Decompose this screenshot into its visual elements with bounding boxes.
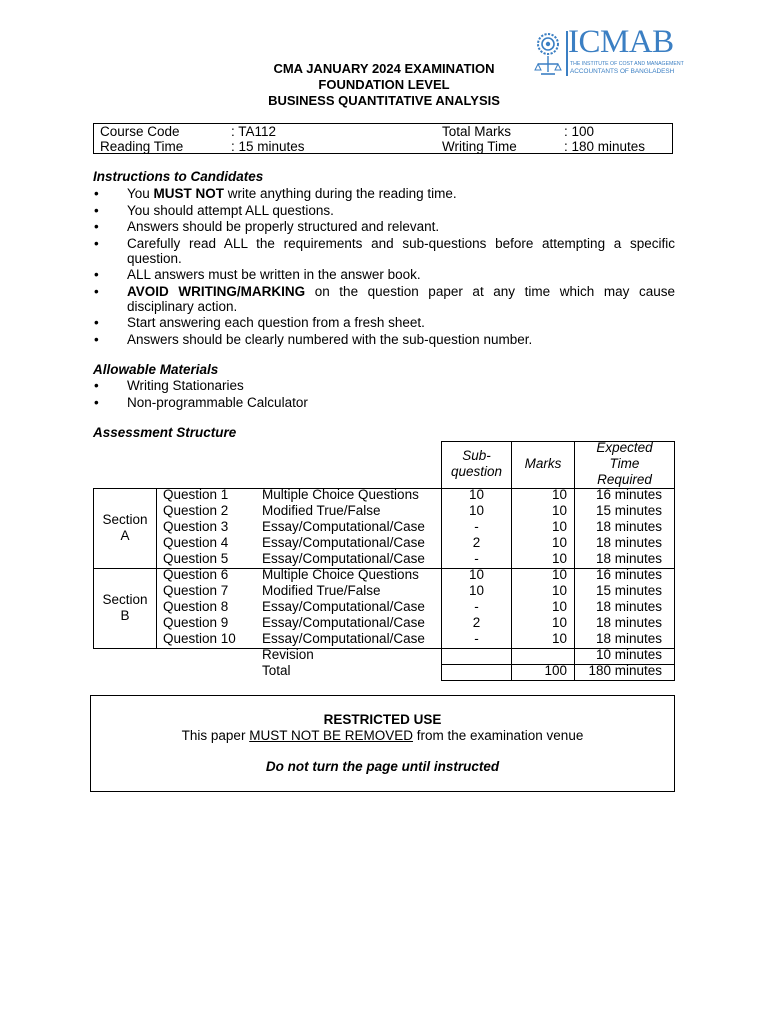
logo-subtitle-2: ACCOUNTANTS OF BANGLADESH <box>570 68 675 75</box>
question-time: 15 minutes <box>595 583 662 598</box>
reading-time-value: : 15 minutes <box>231 139 305 154</box>
assessment-table <box>93 441 675 681</box>
reading-time-label: Reading Time <box>100 139 184 154</box>
question-marks: 10 <box>551 615 567 630</box>
exam-level: FOUNDATION LEVEL <box>318 77 450 92</box>
total-time: 180 minutes <box>588 663 662 678</box>
question-number: Question 1 <box>163 487 229 502</box>
subquestion-count: 2 <box>472 535 481 550</box>
question-type: Modified True/False <box>262 583 381 598</box>
writing-time-label: Writing Time <box>442 139 517 154</box>
question-number: Question 4 <box>163 535 229 550</box>
course-code-label: Course Code <box>100 124 180 139</box>
exam-title: CMA JANUARY 2024 EXAMINATION <box>273 61 495 76</box>
question-type: Essay/Computational/Case <box>262 519 425 534</box>
instructions-list <box>93 186 675 348</box>
instruction-item: • Start answering each question from a fresh sheet. <box>93 315 675 330</box>
course-code-value: : TA112 <box>231 124 277 139</box>
instruction-item: • AVOID WRITING/MARKING on the question paper at any time which may cause disciplinary action. <box>93 284 675 314</box>
restricted-title: RESTRICTED USE <box>323 712 442 727</box>
col-header-subquestion: Sub- question <box>450 448 503 479</box>
logo-wordmark: ICMAB <box>568 24 674 60</box>
total-marks: 100 <box>544 663 567 678</box>
question-type: Multiple Choice Questions <box>262 487 419 502</box>
instruction-item: • Answers should be clearly numbered with the sub-question number. <box>93 332 675 347</box>
section-a-label: Section A <box>102 512 148 543</box>
question-marks: 10 <box>551 535 567 550</box>
subquestion-count: 10 <box>468 487 485 502</box>
question-number: Question 5 <box>163 551 229 566</box>
question-number: Question 3 <box>163 519 229 534</box>
instruction-item: • You should attempt ALL questions. <box>93 203 675 218</box>
question-time: 15 minutes <box>595 503 662 518</box>
question-marks: 10 <box>551 487 567 502</box>
subquestion-count: - <box>474 551 479 566</box>
subquestion-count: 2 <box>472 615 481 630</box>
total-marks-value: : 100 <box>564 124 595 139</box>
revision-time: 10 minutes <box>595 647 662 662</box>
question-marks: 10 <box>551 519 567 534</box>
question-number: Question 8 <box>163 599 229 614</box>
assessment-heading: Assessment Structure <box>93 425 237 440</box>
question-marks: 10 <box>551 583 567 598</box>
material-item: • Writing Stationaries <box>93 378 675 393</box>
question-marks: 10 <box>551 567 567 582</box>
section-b-label: Section B <box>102 592 148 623</box>
instruction-item: • Answers should be properly structured and relevant. <box>93 219 675 234</box>
question-marks: 10 <box>551 631 567 646</box>
question-number: Question 6 <box>163 567 229 582</box>
material-item: • Non-programmable Calculator <box>93 395 675 410</box>
question-type: Essay/Computational/Case <box>262 535 425 550</box>
icmab-emblem-icon <box>532 28 564 80</box>
question-marks: 10 <box>551 599 567 614</box>
question-time: 16 minutes <box>595 487 662 502</box>
question-number: Question 7 <box>163 583 229 598</box>
question-type: Multiple Choice Questions <box>262 567 419 582</box>
revision-label: Revision <box>262 647 314 662</box>
question-type: Modified True/False <box>262 503 381 518</box>
question-marks: 10 <box>551 503 567 518</box>
subquestion-count: 10 <box>468 583 485 598</box>
question-number: Question 10 <box>163 631 236 646</box>
question-time: 18 minutes <box>595 631 662 646</box>
instruction-item: • ALL answers must be written in the answer book. <box>93 267 675 282</box>
subquestion-count: 10 <box>468 503 485 518</box>
exam-subject: BUSINESS QUANTITATIVE ANALYSIS <box>268 93 500 108</box>
question-number: Question 2 <box>163 503 229 518</box>
logo-subtitle-1: THE INSTITUTE OF COST AND MANAGEMENT <box>570 61 684 67</box>
course-info-box <box>93 123 673 154</box>
total-label: Total <box>262 663 291 678</box>
subquestion-count: - <box>474 631 479 646</box>
question-time: 16 minutes <box>595 567 662 582</box>
question-type: Essay/Computational/Case <box>262 599 425 614</box>
materials-heading: Allowable Materials <box>93 362 219 377</box>
instruction-item: • Carefully read ALL the requirements and sub-questions before attempting a specific question. <box>93 236 675 266</box>
writing-time-value: : 180 minutes <box>564 139 646 154</box>
instructions-heading: Instructions to Candidates <box>93 169 264 184</box>
subquestion-count: - <box>474 519 479 534</box>
materials-list <box>93 378 675 411</box>
question-type: Essay/Computational/Case <box>262 631 425 646</box>
restricted-line: This paper MUST NOT BE REMOVED from the examination venue <box>181 728 584 743</box>
question-time: 18 minutes <box>595 535 662 550</box>
restricted-use-box <box>90 695 675 792</box>
col-header-time: Expected Time Required <box>596 440 653 487</box>
question-type: Essay/Computational/Case <box>262 551 425 566</box>
question-time: 18 minutes <box>595 551 662 566</box>
icmab-logo <box>532 24 684 80</box>
exam-title-block <box>180 61 588 109</box>
question-time: 18 minutes <box>595 599 662 614</box>
restricted-note: Do not turn the page until instructed <box>265 759 500 774</box>
instruction-item: • You MUST NOT write anything during the reading time. <box>93 186 675 201</box>
question-time: 18 minutes <box>595 615 662 630</box>
col-header-marks: Marks <box>524 456 562 471</box>
subquestion-count: 10 <box>468 567 485 582</box>
subquestion-count: - <box>474 599 479 614</box>
total-marks-label: Total Marks <box>442 124 512 139</box>
question-time: 18 minutes <box>595 519 662 534</box>
question-marks: 10 <box>551 551 567 566</box>
question-type: Essay/Computational/Case <box>262 615 425 630</box>
question-number: Question 9 <box>163 615 229 630</box>
